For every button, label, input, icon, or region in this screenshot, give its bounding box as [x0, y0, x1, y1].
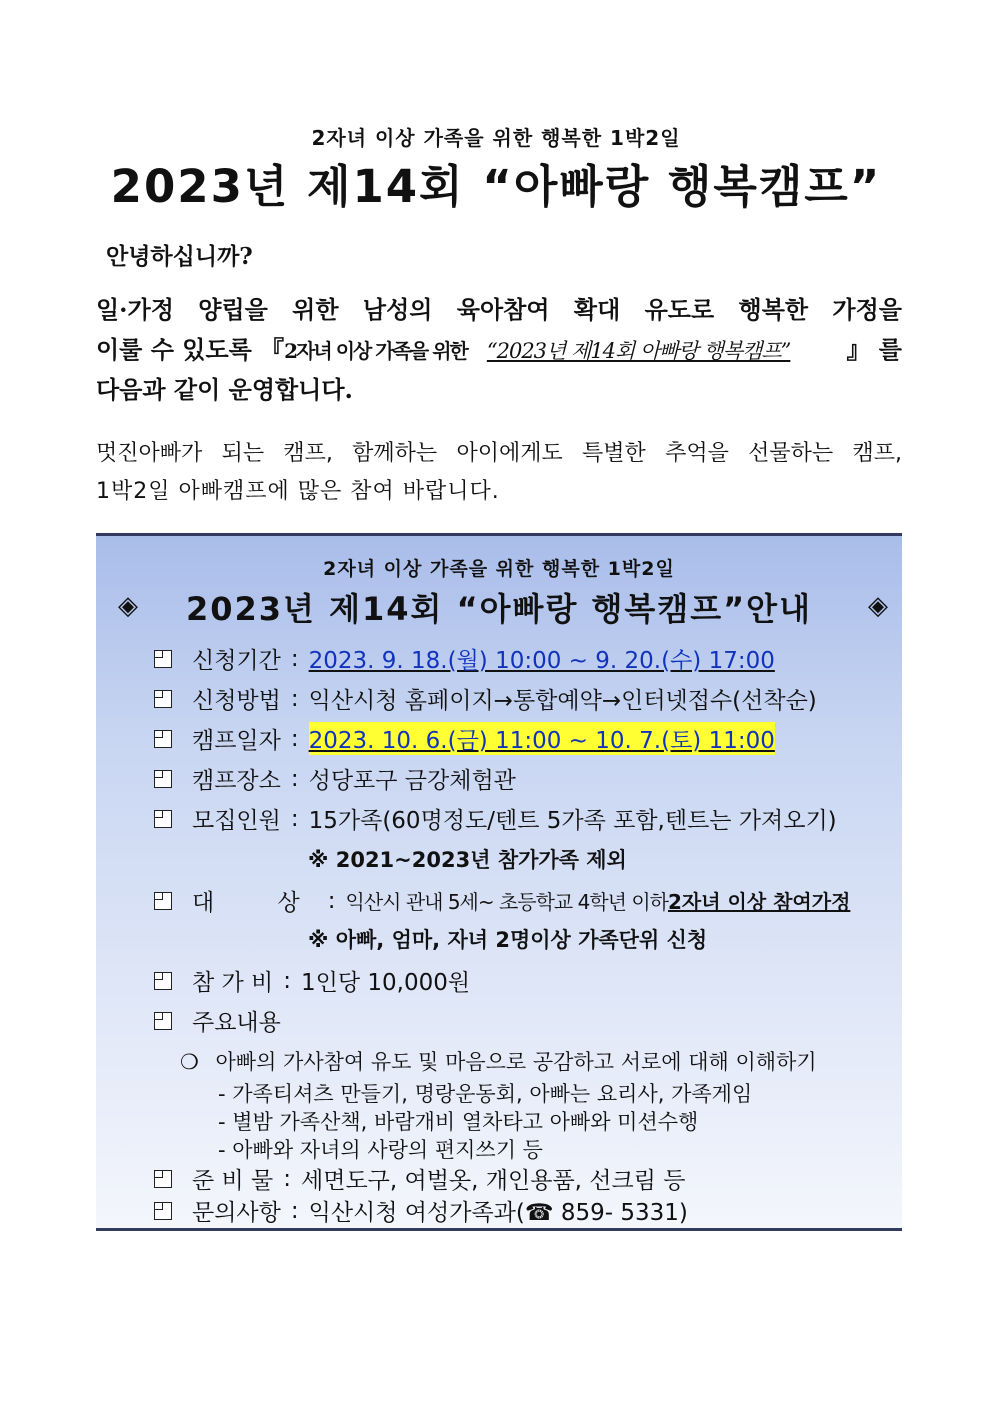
main-content-sub-2: - 별밤 가족산책, 바람개비 열차타고 아빠와 미션수행 — [218, 1110, 699, 1134]
intro-line-1 — [96, 290, 902, 325]
para-line-1 — [96, 436, 902, 467]
item-label: 신청기간 — [192, 648, 281, 674]
word: 남성의 — [362, 295, 433, 324]
item-value: 익산시청 홈페이지→통합예약→인터넷접수(선착순) — [308, 688, 817, 714]
info-item-supplies: 준 비 물 : 세면도구, 여벌옷, 개인용품, 선크림 등 — [154, 1162, 685, 1195]
main-content-headline — [180, 1046, 817, 1076]
info-item-fee: 참 가 비 : 1인당 10,000원 — [154, 964, 470, 997]
intro-text-end: 』 를 — [846, 335, 902, 364]
word: 선물하는 — [748, 441, 834, 466]
item-value-emphasis: 2자녀 이상 참여가정 — [667, 890, 851, 914]
checkbox-bullet-icon — [154, 810, 172, 828]
item-value: 익산시 관내 5세~ 초등학교 4학년 이하 — [345, 890, 668, 914]
headline-text: 아빠의 가사참여 유도 및 마음으로 공감하고 서로에 대해 이해하기 — [215, 1050, 817, 1074]
item-label: 캠프장소 — [192, 768, 281, 794]
info-item-camp-place: 캠프장소 : 성당포구 금강체험관 — [154, 762, 516, 795]
info-item-main-content — [154, 1004, 281, 1037]
info-item-contact: 문의사항 : 익산시청 여성가족과(☎ 859- 5331) — [154, 1194, 688, 1227]
word: 되는 — [221, 441, 265, 466]
checkbox-bullet-icon — [154, 690, 172, 708]
item-label: 모집인원 — [192, 808, 281, 834]
word: 캠프, — [283, 441, 333, 466]
info-item-recruit: 모집인원 : 15가족(60명정도/텐트 5가족 포함,텐트는 가져오기) — [154, 802, 837, 835]
item-value: 세면도구, 여벌옷, 개인용품, 선크림 등 — [301, 1168, 686, 1194]
item-value: 익산시청 여성가족과(☎ 859- 5331) — [308, 1200, 688, 1226]
item-value: 2023. 9. 18.(월) 10:00 ~ 9. 20.(수) 17:00 — [308, 648, 775, 674]
item-value: 성당포구 금강체험관 — [308, 768, 516, 794]
info-item-apply-method: 신청방법 : 익산시청 홈페이지→통합예약→인터넷접수(선착순) — [154, 682, 817, 715]
info-box — [96, 533, 902, 1231]
word: 멋진아빠가 — [96, 441, 203, 466]
info-subtitle: 2자녀 이상 가족을 위한 행복한 1박2일 — [323, 558, 675, 580]
info-item-camp-date: 캠프일자 : 2023. 10. 6.(금) 11:00 ~ 10. 7.(토) 11:00 — [154, 722, 775, 755]
checkbox-bullet-icon — [154, 650, 172, 668]
item-label: 주요내용 — [192, 1010, 281, 1036]
item-label: 준 비 물 — [192, 1168, 274, 1194]
word: 함께하는 — [352, 441, 438, 466]
info-item-apply-period: 신청기간 : 2023. 9. 18.(월) 10:00 ~ 9. 20.(수) 17:00 — [154, 642, 775, 675]
word: 양립을 — [198, 295, 268, 324]
note-family-unit: ※ 아빠, 엄마, 자녀 2명이상 가족단위 신청 — [308, 928, 708, 952]
checkbox-bullet-icon — [154, 1202, 172, 1220]
note-exclusion: ※ 2021~2023년 참가가족 제외 — [308, 848, 627, 872]
word: 특별한 — [582, 441, 646, 466]
word: 위한 — [292, 295, 339, 324]
item-label: 캠프일자 — [192, 728, 281, 754]
word: 유도로 — [644, 295, 715, 324]
info-item-target: 대 상 : 익산시 관내 5세~ 초등학교 4학년 이하 2자녀 이상 참여가정 — [154, 884, 850, 917]
diamond-icon: ◈ — [868, 591, 888, 621]
intro-line-2 — [96, 330, 902, 365]
item-label: 신청방법 — [192, 688, 281, 714]
word: 가정을 — [832, 295, 902, 324]
item-label: 참 가 비 — [192, 970, 274, 996]
diamond-icon: ◈ — [118, 591, 138, 621]
intro-line-3: 다음과 같이 운영합니다. — [96, 375, 353, 404]
item-value: 2023. 10. 6.(금) 11:00 ~ 10. 7.(토) 11:00 — [309, 722, 775, 755]
intro-text: 이룰 수 있도록 『 — [96, 335, 285, 364]
word: 아이에게도 — [456, 441, 563, 466]
checkbox-bullet-icon — [154, 1170, 172, 1188]
checkbox-bullet-icon — [154, 1012, 172, 1030]
doc-title: 2023년 제14회 “아빠랑 행복캠프” — [110, 160, 882, 213]
main-content-sub-3: - 아빠와 자녀의 사랑의 편지쓰기 등 — [218, 1138, 543, 1162]
checkbox-bullet-icon — [154, 770, 172, 788]
word: 일·가정 — [96, 295, 174, 324]
greeting: 안녕하십니까? — [106, 243, 253, 270]
word: 육아참여 — [456, 295, 550, 324]
info-title: 2023년 제14회 “아빠랑 행복캠프”안내 — [185, 590, 813, 628]
item-value: 15가족(60명정도/텐트 5가족 포함,텐트는 가져오기) — [308, 808, 837, 834]
checkbox-bullet-icon — [154, 972, 172, 990]
word: 확대 — [573, 295, 621, 324]
item-value: 1인당 10,000원 — [301, 970, 471, 996]
item-label: 문의사항 — [192, 1200, 281, 1226]
word: 행복한 — [738, 295, 809, 324]
intro-target-text: 2자녀 이상 가족을 위한 — [284, 339, 467, 363]
word: 캠프, — [852, 441, 902, 466]
main-content-sub-1: - 가족티셔츠 만들기, 명랑운동회, 아빠는 요리사, 가족게임 — [218, 1082, 753, 1106]
para-line-2: 1박2일 아빠캠프에 많은 참여 바랍니다. — [96, 479, 500, 504]
circle-bullet-icon: ❍ — [180, 1050, 199, 1074]
word: 추억을 — [665, 441, 729, 466]
item-label: 대 상 — [192, 890, 328, 916]
doc-subtitle: 2자녀 이상 가족을 위한 행복한 1박2일 — [311, 126, 681, 150]
checkbox-bullet-icon — [154, 892, 172, 910]
camp-name: “2023년 제14회 아빠랑 행복캠프” — [486, 339, 791, 363]
checkbox-bullet-icon — [154, 730, 172, 748]
